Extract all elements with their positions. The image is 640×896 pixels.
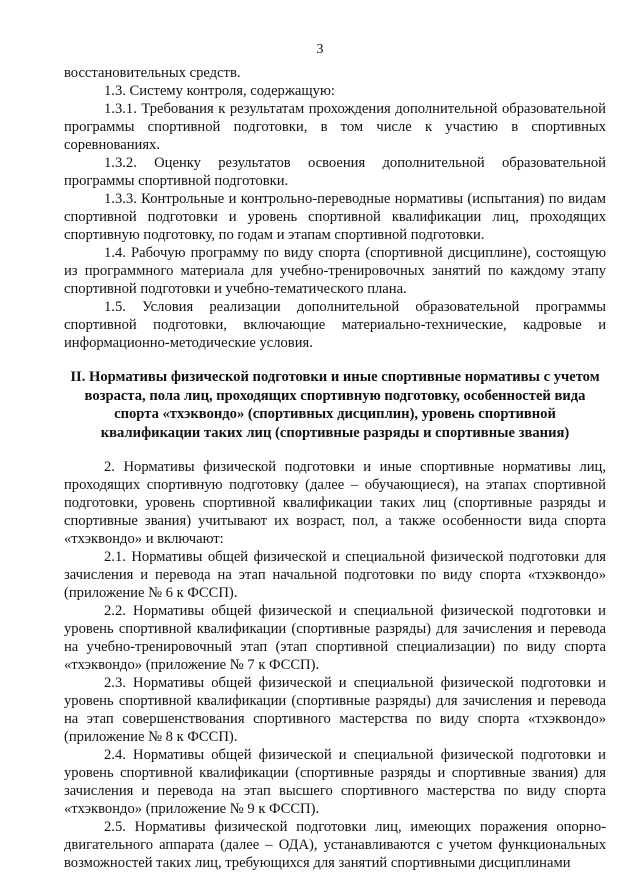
paragraph-2-5: 2.5. Нормативы физической подготовки лиц, имеющих поражения опорно-двигательного аппарата (далее – ОДА), устанавливаются с учетом функциональных возможностей таких лиц, требующихся для занятий спортивными дисциплинами — [64, 819, 606, 871]
document-body — [64, 64, 606, 872]
paragraph-2-4: 2.4. Нормативы общей физической и специальной физической подготовки и уровень спортивной квалификации (спортивные разряды и спортивные звания) для зачисления и перевода на этап высшего спортивного мастерства по виду спорта «тхэквондо» (приложение № 9 к ФССП). — [64, 747, 606, 817]
paragraph-1-3-3: 1.3.3. Контрольные и контрольно-переводные нормативы (испытания) по видам спортивной подготовки и уровень спортивной квалификации лиц, проходящих спортивную подготовку, по годам и этапам спортивной подготовки. — [64, 191, 606, 243]
paragraph-2-3: 2.3. Нормативы общей физической и специальной физической подготовки и уровень спортивной квалификации (спортивные разряды) для зачисления и перевода на этап совершенствования спортивного мастерства по виду спорта «тхэквондо» (приложение № 8 к ФССП). — [64, 675, 606, 745]
paragraph-2-1: 2.1. Нормативы общей физической и специальной физической подготовки для зачисления и перевода на этап начальной подготовки по виду спорта «тхэквондо» (приложение № 6 к ФССП). — [64, 549, 606, 601]
paragraph-continuation: восстановительных средств. — [64, 65, 241, 81]
paragraph-1-3-2: 1.3.2. Оценку результатов освоения дополнительной образовательной программы спортивной подготовки. — [64, 155, 606, 189]
paragraph-1-5: 1.5. Условия реализации дополнительной образовательной программы спортивной подготовки, включающие материально-технические, кадровые и информационно-методические условия. — [64, 299, 606, 351]
paragraph-2-2: 2.2. Нормативы общей физической и специальной физической подготовки и уровень спортивной квалификации (спортивные разряды) для зачисления и перевода на учебно-тренировочный этап (этап спортивной специализации) по виду спорта «тхэквондо» (приложение № 7 к ФССП). — [64, 603, 606, 673]
section-heading: II. Нормативы физической подготовки и иные спортивные нормативы с учетом возраста, пола лиц, проходящих спортивную подготовку, особенностей вида спорта «тхэквондо» (спортивных дисциплин), уровень спортивной квалификации таких лиц (спортивные разряды и спортивные звания) — [70, 369, 600, 441]
paragraph-1-3: 1.3. Систему контроля, содержащую: — [104, 83, 335, 99]
paragraph-2: 2. Нормативы физической подготовки и иные спортивные нормативы лиц, проходящих спортивную подготовку (далее – обучающиеся), на этапах спортивной подготовки, уровень спортивной квалификации таких лиц (спортивные разряды и спортивные звания) учитывают их возраст, пол, а также особенности вида спорта «тхэквондо» и включают: — [64, 459, 606, 547]
paragraph-1-4: 1.4. Рабочую программу по виду спорта (спортивной дисциплине), состоящую из программного материала для учебно-тренировочных занятий по каждому этапу спортивной подготовки и учебно-тематического плана. — [64, 245, 606, 297]
paragraph-1-3-1: 1.3.1. Требования к результатам прохождения дополнительной образовательной программы спортивной подготовки, в том числе к участию в спортивных соревнованиях. — [64, 101, 606, 153]
page-number: 3 — [316, 42, 324, 57]
spacer — [64, 442, 606, 458]
